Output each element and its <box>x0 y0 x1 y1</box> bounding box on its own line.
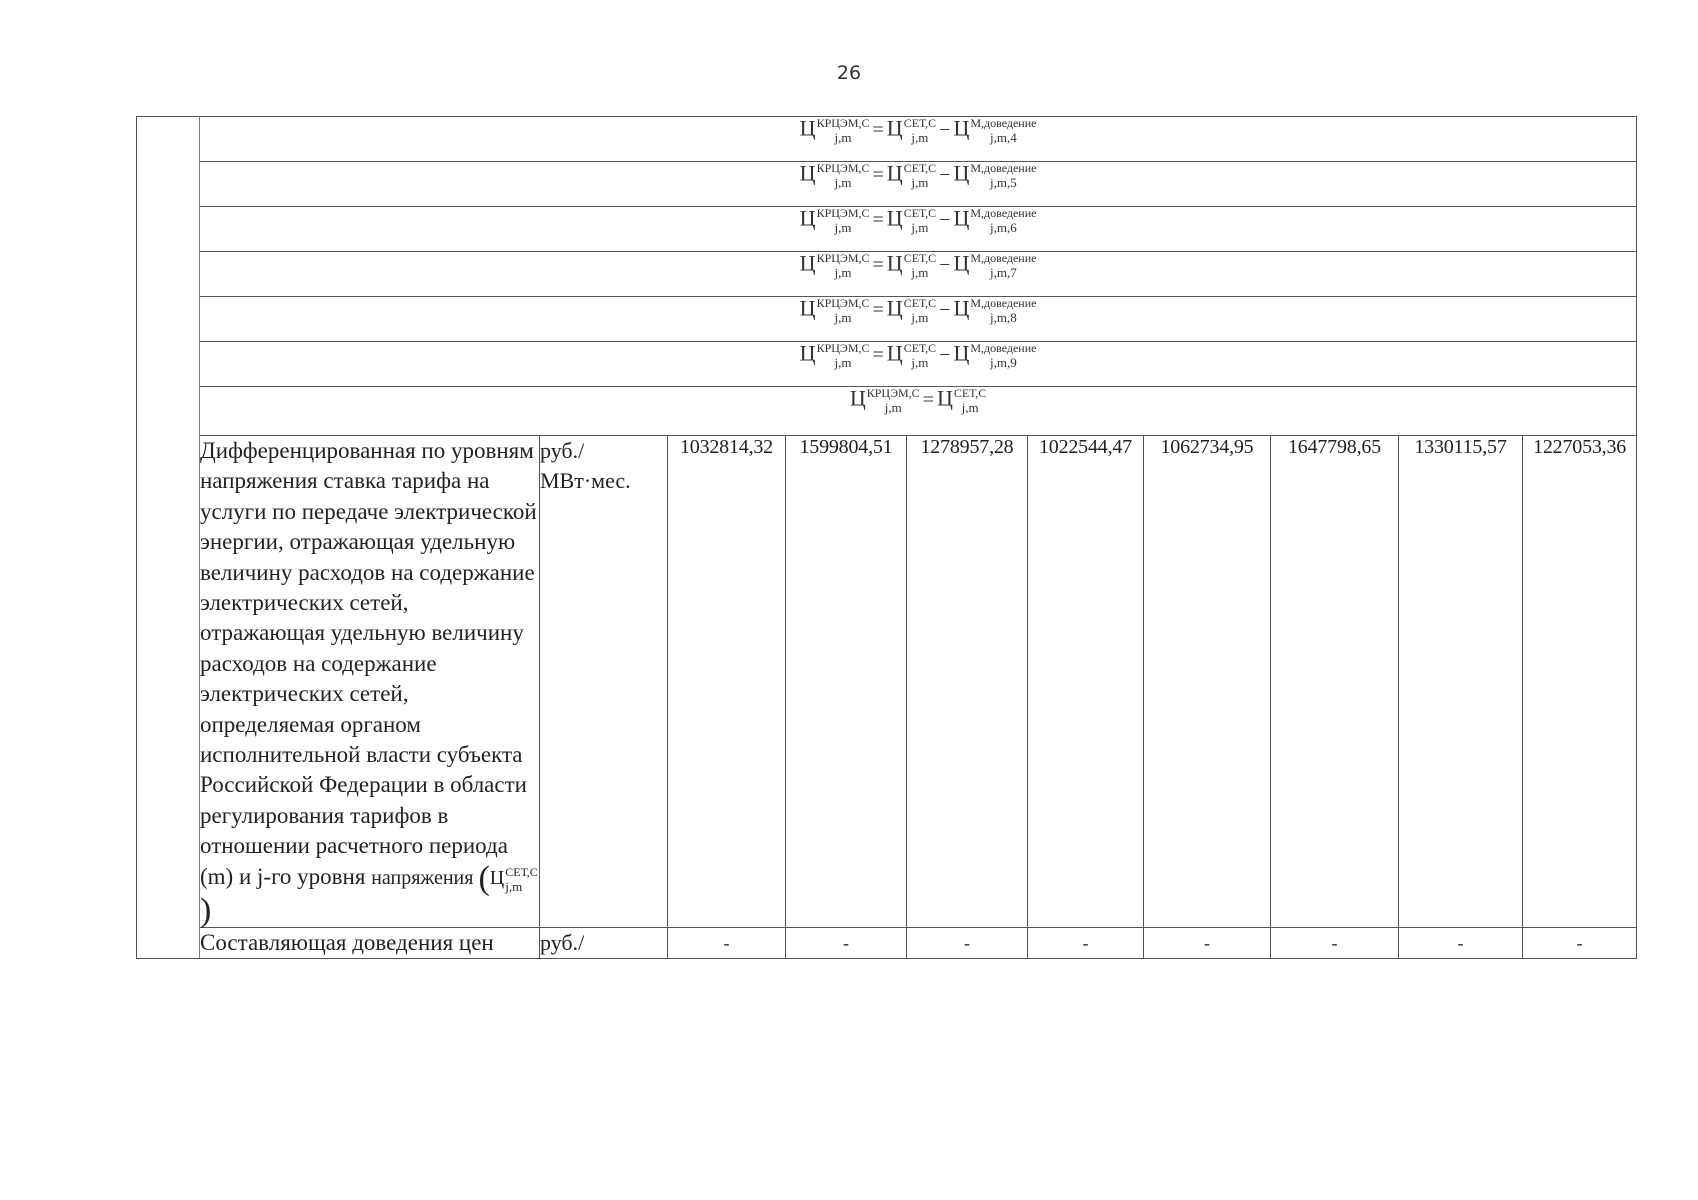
value-cell: - <box>1271 927 1399 958</box>
formula: Ц КРЦЭМ,С j,m = Ц СЕТ,С j,m − Ц М,доведение j,m,8 <box>799 295 1037 325</box>
value-cell: - <box>668 927 786 958</box>
formula-row <box>137 252 1637 297</box>
formula-row <box>137 342 1637 387</box>
formula-row <box>137 297 1637 342</box>
value-cell: 1032814,32 <box>668 436 786 928</box>
page-number: 26 <box>836 62 862 84</box>
formula-row <box>137 117 1637 162</box>
left-margin-cell <box>137 117 200 959</box>
row-unit: руб./ МВт·мес. <box>540 436 668 928</box>
rate-row <box>137 436 1637 928</box>
price-component-row <box>137 927 1637 958</box>
value-cell: - <box>786 927 907 958</box>
rate-formula: напряжения (Ц СЕТ,С j,m ) <box>200 859 538 930</box>
row-name: Составляющая доведения цен <box>200 927 540 958</box>
value-cell: 1022544,47 <box>1028 436 1144 928</box>
formula-row <box>137 162 1637 207</box>
row-name: Дифференцированная по уровням напряжения ставка тарифа на услуги по передаче электрической энергии, отражающая удельную величину расходов на содержание электрических сетей, отражающая удельную величину расходов на содержание электрических сетей, определяемая органом исполнительной власти субъекта Российской Федерации в области регулирования тарифов в отношении расчетного периода (m) и j-го уровня напряжения (Ц СЕТ,С j,m ) <box>200 436 540 928</box>
formula-row-final <box>137 387 1637 436</box>
value-cell: 1599804,51 <box>786 436 907 928</box>
value-cell: 1227053,36 <box>1523 436 1637 928</box>
value-cell: - <box>1028 927 1144 958</box>
value-cell: 1330115,57 <box>1399 436 1523 928</box>
formula: Ц КРЦЭМ,С j,m = Ц СЕТ,С j,m − Ц М,доведение j,m,6 <box>799 205 1037 235</box>
formula: Ц КРЦЭМ,С j,m = Ц СЕТ,С j,m − Ц М,доведение j,m,9 <box>799 340 1037 370</box>
value-cell: 1062734,95 <box>1144 436 1271 928</box>
formula-row <box>137 207 1637 252</box>
value-cell: - <box>907 927 1028 958</box>
row-unit: руб./ <box>540 927 668 958</box>
value-cell: - <box>1523 927 1637 958</box>
tariff-table <box>136 116 1637 959</box>
formula: Ц КРЦЭМ,С j,m = Ц СЕТ,С j,m − Ц М,доведение j,m,4 <box>799 115 1037 145</box>
value-cell: - <box>1144 927 1271 958</box>
value-cell: 1278957,28 <box>907 436 1028 928</box>
value-cell: 1647798,65 <box>1271 436 1399 928</box>
formula: Ц КРЦЭМ,С j,m = Ц СЕТ,С j,m − Ц М,доведение j,m,5 <box>799 160 1037 190</box>
formula: Ц КРЦЭМ,С j,m = Ц СЕТ,С j,m − Ц М,доведение j,m,7 <box>799 250 1037 280</box>
value-cell: - <box>1399 927 1523 958</box>
formula: Ц КРЦЭМ,С j,m = Ц СЕТ,С j,m <box>849 385 987 415</box>
